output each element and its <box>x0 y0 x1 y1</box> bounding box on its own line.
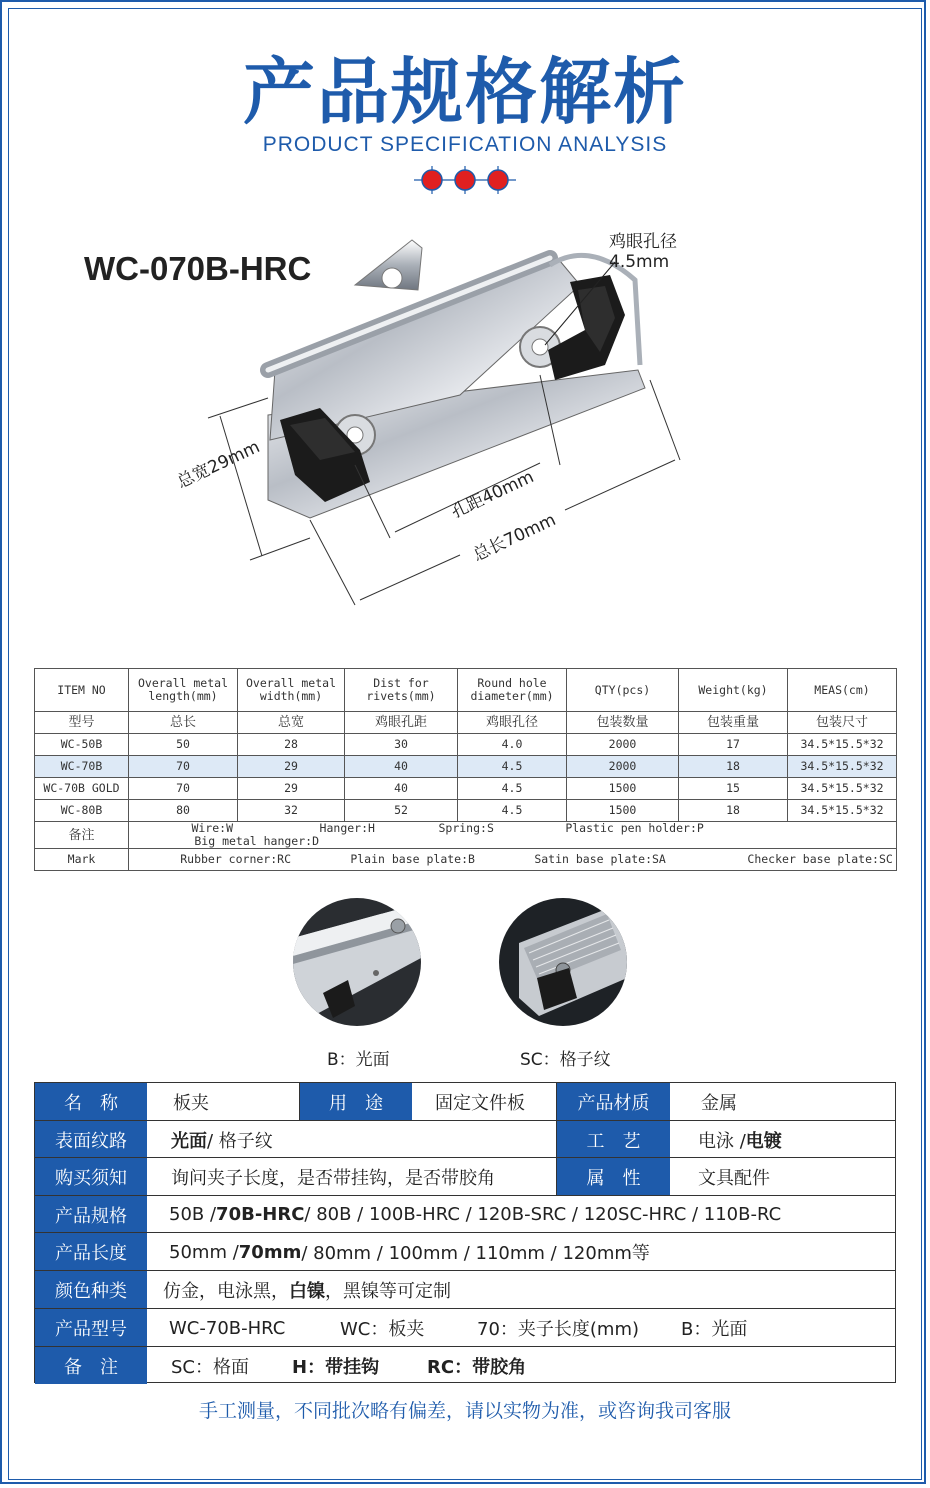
label-length: 产品长度 <box>35 1233 147 1271</box>
note-item: Plastic pen holder:P <box>565 821 704 835</box>
info-row-length <box>35 1232 895 1271</box>
table-cell: 18 <box>679 800 788 822</box>
header-cell: Round hole diameter(mm) <box>458 669 567 712</box>
value-use: 固定文件板 <box>435 1092 525 1114</box>
header-cell: 包装数量 <box>567 712 679 734</box>
value-material: 金属 <box>701 1092 737 1114</box>
table-row-highlighted <box>35 756 897 778</box>
length-bold: 70mm <box>238 1241 302 1263</box>
info-row-color <box>35 1270 895 1309</box>
spec-bold: 70B-HRC <box>216 1204 305 1225</box>
spec-post: / 80B / 100B-HRC / 120B-SRC / 120SC-HRC / 110B-RC <box>304 1204 782 1225</box>
value-length <box>169 1233 650 1271</box>
table-cell: 1500 <box>567 778 679 800</box>
value-model: WC-70B-HRC <box>169 1317 286 1339</box>
page-title: 产品规格解析 <box>242 50 687 134</box>
value-texture <box>171 1121 273 1158</box>
plain-finish-photo <box>293 898 421 1026</box>
info-row-remark <box>35 1346 895 1384</box>
table-cell: 30 <box>345 734 458 756</box>
header-cell: Overall metal length(mm) <box>129 669 238 712</box>
value-color <box>163 1271 451 1309</box>
spec-pre: 50B / <box>169 1204 217 1225</box>
table-cell: 1500 <box>567 800 679 822</box>
header-cell: 包装尺寸 <box>788 712 897 734</box>
mark-item: Checker base plate:SC <box>747 852 893 866</box>
header-cell: 总长 <box>129 712 238 734</box>
table-cell: 29 <box>238 778 345 800</box>
mark-items <box>129 849 897 871</box>
header-cell: 型号 <box>35 712 129 734</box>
label-name: 名 称 <box>35 1083 147 1120</box>
value-remark-h: H：带挂钩 <box>292 1356 380 1378</box>
value-remark-sc: SC：格面 <box>171 1356 249 1378</box>
table-cell: 32 <box>238 800 345 822</box>
table-cell: 34.5*15.5*32 <box>788 734 897 756</box>
header-cell: Dist for rivets(mm) <box>345 669 458 712</box>
target-dots-icon <box>414 166 516 194</box>
spec-header-en <box>35 669 897 712</box>
table-cell: 4.5 <box>458 800 567 822</box>
checker-finish-caption: SC：格子纹 <box>520 1050 611 1070</box>
label-attr: 属 性 <box>557 1158 670 1196</box>
note-item: Big metal hanger:D <box>194 834 319 848</box>
table-cell: 18 <box>679 756 788 778</box>
value-craft <box>698 1121 782 1158</box>
color-post: ，黑镍等可定制 <box>325 1281 451 1302</box>
mark-label: Mark <box>35 849 129 871</box>
header-cell: ITEM NO <box>35 669 129 712</box>
eyelet-callout-value: 4.5mm <box>609 252 670 272</box>
info-row-model <box>35 1308 895 1347</box>
value-attr: 文具配件 <box>698 1168 770 1189</box>
plain-finish-caption: B：光面 <box>327 1050 390 1070</box>
table-cell: 4.5 <box>458 756 567 778</box>
table-row <box>35 800 897 822</box>
label-spec: 产品规格 <box>35 1196 147 1233</box>
table-row <box>35 778 897 800</box>
value-remark-rc: RC：带胶角 <box>427 1356 527 1378</box>
length-pre: 50mm / <box>169 1241 239 1263</box>
value-name: 板夹 <box>173 1092 209 1114</box>
checker-finish-photo <box>499 898 627 1026</box>
info-row-texture <box>35 1120 895 1158</box>
table-cell: 40 <box>345 778 458 800</box>
table-cell: 34.5*15.5*32 <box>788 800 897 822</box>
table-cell: 2000 <box>567 756 679 778</box>
header-cell: 鸡眼孔距 <box>345 712 458 734</box>
color-bold: 白镍 <box>289 1281 325 1302</box>
note-item: Wire:W <box>191 821 233 835</box>
length-post: / 80mm / 100mm / 110mm / 120mm等 <box>301 1243 650 1264</box>
header-cell: MEAS(cm) <box>788 669 897 712</box>
texture-bold: 光面 <box>171 1130 207 1152</box>
header-cell: Weight(kg) <box>679 669 788 712</box>
label-use: 用 途 <box>300 1083 412 1120</box>
table-cell: 28 <box>238 734 345 756</box>
mark-item: Plain base plate:B <box>350 852 475 866</box>
label-texture: 表面纹路 <box>35 1121 147 1158</box>
craft-plain: 电泳 / <box>698 1130 746 1152</box>
dim-hole-distance-label: 孔距40mm <box>448 467 538 523</box>
table-cell: 52 <box>345 800 458 822</box>
table-cell: 70 <box>129 778 238 800</box>
header-cell: 总宽 <box>238 712 345 734</box>
craft-bold: 电镀 <box>745 1130 782 1152</box>
dim-width-label: 总宽29mm <box>174 437 264 493</box>
spec-header-cn <box>35 712 897 734</box>
header-cell: QTY(pcs) <box>567 669 679 712</box>
model-name: WC-070B-HRC <box>84 250 312 287</box>
table-cell: 34.5*15.5*32 <box>788 778 897 800</box>
texture-rest: / 格子纹 <box>207 1130 273 1152</box>
table-cell: 29 <box>238 756 345 778</box>
info-table <box>34 1082 896 1383</box>
table-cell: WC-70B GOLD <box>35 778 129 800</box>
note-row <box>35 822 897 849</box>
note-item: Hanger:H <box>319 821 375 835</box>
value-model-b: B：光面 <box>681 1319 748 1340</box>
table-cell: 70 <box>129 756 238 778</box>
table-cell: 4.5 <box>458 778 567 800</box>
table-cell: WC-70B <box>35 756 129 778</box>
mark-item: Satin base plate:SA <box>534 852 666 866</box>
footer-note: 手工测量，不同批次略有偏差，请以实物为准，或咨询我司客服 <box>198 1400 731 1422</box>
eyelet-callout-label: 鸡眼孔径 <box>609 232 677 252</box>
note-item: Spring:S <box>438 821 494 835</box>
table-cell: 4.0 <box>458 734 567 756</box>
value-model-70: 70：夹子长度(mm) <box>477 1319 640 1340</box>
info-row-name <box>35 1083 895 1120</box>
label-craft: 工 艺 <box>557 1121 670 1158</box>
table-cell: WC-50B <box>35 734 129 756</box>
mark-item: Rubber corner:RC <box>180 852 291 866</box>
color-pre: 仿金，电泳黑， <box>163 1281 289 1302</box>
header-cell: 包装重量 <box>679 712 788 734</box>
note-label: 备注 <box>35 822 129 849</box>
value-spec <box>169 1196 781 1233</box>
table-row <box>35 734 897 756</box>
note-items <box>129 822 897 849</box>
mark-row <box>35 849 897 871</box>
table-cell: 2000 <box>567 734 679 756</box>
info-row-spec <box>35 1195 895 1233</box>
table-cell: 15 <box>679 778 788 800</box>
spec-table <box>34 668 897 871</box>
table-cell: WC-80B <box>35 800 129 822</box>
table-cell: 17 <box>679 734 788 756</box>
clip-product-image <box>160 220 720 620</box>
dim-length-label: 总长70mm <box>470 510 560 566</box>
header-cell: Overall metal width(mm) <box>238 669 345 712</box>
table-cell: 34.5*15.5*32 <box>788 756 897 778</box>
label-color: 颜色种类 <box>35 1271 147 1309</box>
value-buy: 询问夹子长度，是否带挂钩，是否带胶角 <box>171 1168 495 1189</box>
table-cell: 40 <box>345 756 458 778</box>
header-cell: 鸡眼孔径 <box>458 712 567 734</box>
table-cell: 80 <box>129 800 238 822</box>
label-material: 产品材质 <box>557 1083 670 1120</box>
page-subtitle: PRODUCT SPECIFICATION ANALYSIS <box>262 133 668 156</box>
value-model-wc: WC：板夹 <box>340 1319 425 1340</box>
table-cell: 50 <box>129 734 238 756</box>
label-buy: 购买须知 <box>35 1158 147 1196</box>
label-remark: 备 注 <box>35 1347 147 1384</box>
label-model: 产品型号 <box>35 1309 147 1347</box>
info-row-buy <box>35 1157 895 1196</box>
